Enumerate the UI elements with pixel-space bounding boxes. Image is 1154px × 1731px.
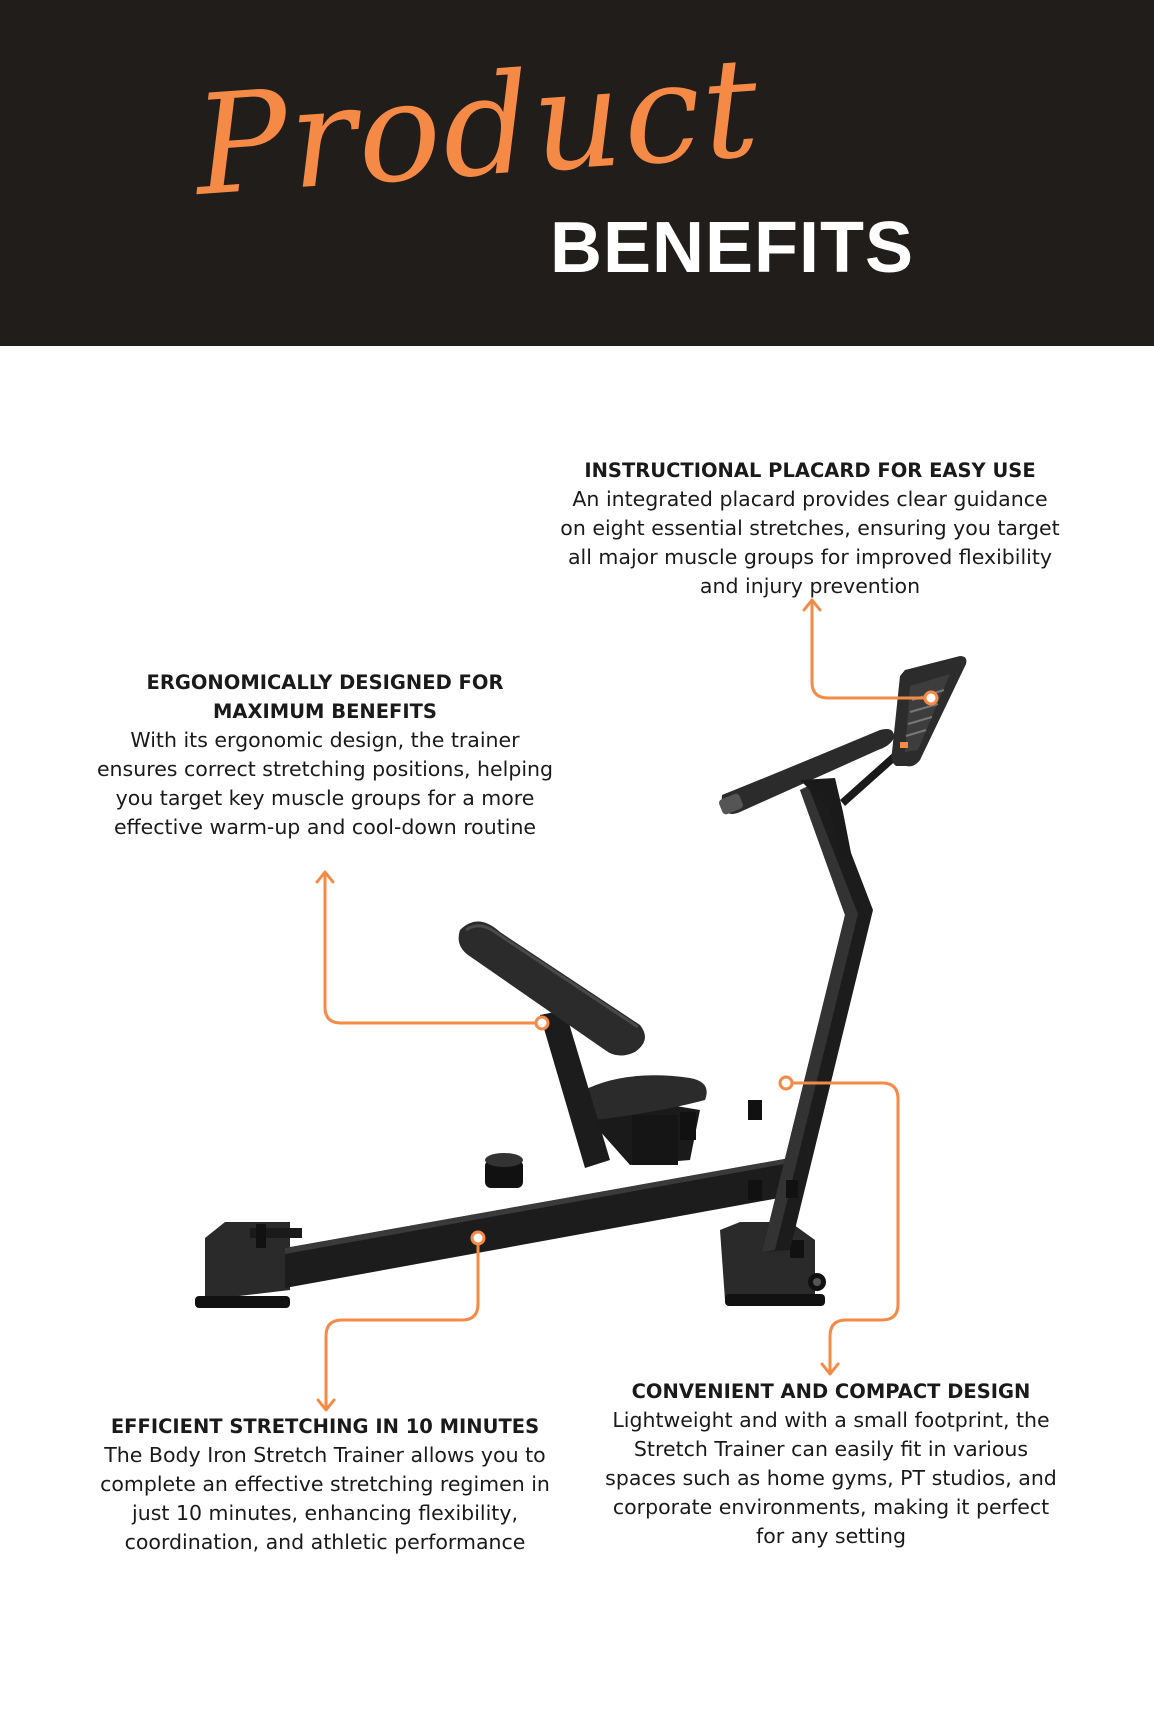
callout-dot-ergonomic	[536, 1017, 548, 1029]
benefit-ergonomic	[95, 668, 555, 842]
benefit-body: The Body Iron Stretch Trainer allows you to complete an effective stretching regimen in just 10 minutes, enhancing flexibility, coordination, and athletic performance	[100, 1443, 550, 1554]
callout-dot-efficient	[472, 1232, 484, 1244]
benefit-body: With its ergonomic design, the trainer ensures correct stretching positions, helping you target key muscle groups for a more effective warm-up and cool-down routine	[96, 728, 554, 839]
callout-dot-compact	[780, 1077, 792, 1089]
benefit-heading: ERGONOMICALLY DESIGNED FOR MAXIMUM BENEFITS	[146, 671, 504, 723]
benefit-heading: EFFICIENT STRETCHING IN 10 MINUTES	[110, 1415, 540, 1438]
benefit-placard	[560, 456, 1060, 601]
benefits-title: BENEFITS	[550, 208, 915, 288]
script-title: Product	[189, 26, 766, 227]
benefit-compact	[598, 1377, 1064, 1551]
benefit-efficient	[100, 1412, 550, 1557]
placard	[840, 656, 966, 806]
benefit-heading: INSTRUCTIONAL PLACARD FOR EASY USE	[584, 459, 1036, 482]
knob	[485, 1153, 523, 1188]
benefit-body: An integrated placard provides clear guidance on eight essential stretches, ensuring you target all major muscle groups for improved flexibility and injury prevention	[560, 487, 1060, 598]
rail	[285, 1158, 790, 1288]
callout-dot-placard	[925, 692, 937, 704]
benefit-body: Lightweight and with a small footprint, the Stretch Trainer can easily fit in various spaces such as home gyms, PT studios, and corporate environments, making it perfect for any setting	[605, 1408, 1057, 1548]
benefit-heading: CONVENIENT AND COMPACT DESIGN	[631, 1380, 1031, 1403]
